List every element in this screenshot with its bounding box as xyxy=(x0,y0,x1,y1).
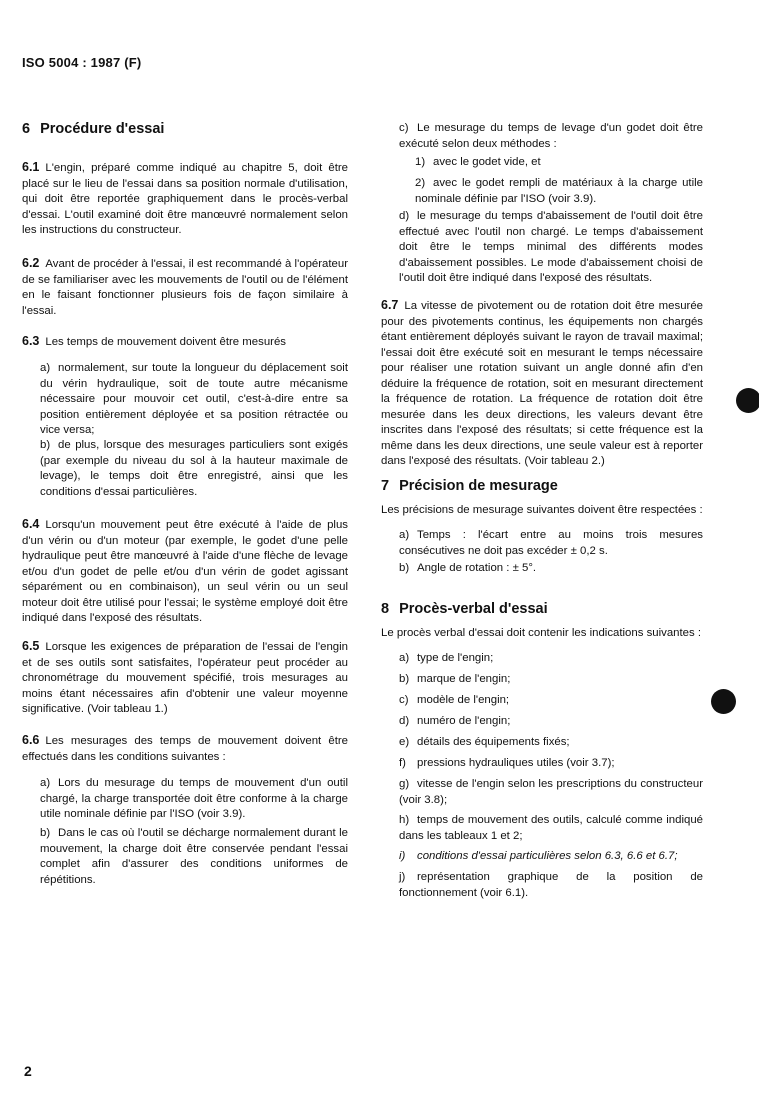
paragraph-6-7 xyxy=(381,298,703,470)
paragraph-6-6-item-a xyxy=(40,776,348,823)
section-8-item-label: b) xyxy=(399,673,410,685)
section-8-title: Procès-verbal d'essai xyxy=(399,601,548,617)
paragraph-6-6-item-a-label: a) xyxy=(40,777,51,789)
section-7-item-b-text: Angle de rotation : ± 5°. xyxy=(417,562,537,574)
section-7-item-b xyxy=(399,561,703,577)
paragraph-6-4 xyxy=(22,517,348,627)
paragraph-6-3-item-b-text: de plus, lorsque des mesurages particuliers sont exigés (par exemple du niveau du sol à la hauteur maximale de levage), le temps doit être enregistré, ainsi que les conditions d'essai particulières. xyxy=(40,439,348,498)
paragraph-6-5-number: 6.5 xyxy=(22,639,40,653)
paragraph-6-3-text: Les temps de mouvement doivent être mesurés xyxy=(45,336,286,348)
section-8-item-label: e) xyxy=(399,736,410,748)
paragraph-6-6-item-c xyxy=(399,121,703,152)
section-8-item-j xyxy=(399,870,703,901)
paragraph-6-1-text: L'engin, préparé comme indiqué au chapitre 5, doit être placé sur le lieu de l'essai dans sa position normale d'utilisation, qui doit être reportée graphiquement dans le procès-verbal d'essai. L'outil examiné doit être manœuvré normalement selon les instructions du constructeur. xyxy=(22,162,348,236)
paragraph-6-4-text: Lorsqu'un mouvement peut être exécuté à l'aide de plus d'un vérin ou d'un moteur (par exemple, le godet d'une pelle hydraulique peut être manœuvré à l'aide d'une flèche de levage et/ou d'un godet de pelle et/ou d'un vérin de godet agissant séparément ou en combinaison), un seul vérin ou un seul moteur doit être utilisé pour l'essai; le système employé doit être indiqué dans l'exposé des résultats. xyxy=(22,519,348,624)
section-8-item-text: détails des équipements fixés; xyxy=(417,736,570,748)
paragraph-6-6-item-c-label: c) xyxy=(399,122,409,134)
paragraph-6-3-item-b xyxy=(40,438,348,500)
section-8-item-text: type de l'engin; xyxy=(417,652,494,664)
section-7-number: 7 xyxy=(381,478,390,494)
paragraph-6-6-item-b-label: b) xyxy=(40,827,51,839)
paragraph-6-5-text: Lorsque les exigences de préparation de l'essai de l'engin et de ses outils sont satisfaites, l'opérateur peut procéder au chronométrage du mouvement spécifié, trois mesurages au moins étant nécessaires afin d'obtenir une valeur moyenne significative. (Voir tableau 1.) xyxy=(22,641,348,715)
section-8-item-label: d) xyxy=(399,715,410,727)
section-8-item-text: vitesse de l'engin selon les prescriptions du constructeur (voir 3.8); xyxy=(399,778,703,806)
change-marker-dot xyxy=(736,388,759,413)
change-marker-dot xyxy=(711,689,736,714)
section-7-item-a-label: a) xyxy=(399,529,410,541)
section-6-number: 6 xyxy=(22,121,31,137)
section-8-item-e xyxy=(399,735,703,751)
paragraph-6-2-number: 6.2 xyxy=(22,256,40,270)
section-8-item-label: g) xyxy=(399,778,410,790)
paragraph-6-6 xyxy=(22,733,348,765)
section-8-item-text: pressions hydrauliques utiles (voir 3.7); xyxy=(417,757,615,769)
section-8-item-i xyxy=(399,849,703,865)
paragraph-6-1-number: 6.1 xyxy=(22,160,40,174)
paragraph-6-3-item-b-label: b) xyxy=(40,439,51,451)
paragraph-6-2-text: Avant de procéder à l'essai, il est recommandé à l'opérateur de se familiariser avec les mouvements de l'outil ou de l'élément en le faisant fonctionner plusieurs fois de façon similaire à l'essai. xyxy=(22,258,348,317)
paragraph-6-3-item-a-label: a) xyxy=(40,362,51,374)
paragraph-6-6-item-c1-label: 1) xyxy=(415,156,426,168)
section-8-item-text: temps de mouvement des outils, calculé comme indiqué dans les tableaux 1 et 2; xyxy=(399,814,703,842)
section-8-item-c xyxy=(399,693,703,709)
section-8-item-h xyxy=(399,813,703,844)
section-8-item-f xyxy=(399,756,703,772)
paragraph-6-6-item-c1 xyxy=(415,155,703,171)
section-8-item-label: h) xyxy=(399,814,410,826)
section-7-heading xyxy=(381,478,558,494)
paragraph-6-5 xyxy=(22,639,348,718)
paragraph-6-6-item-b xyxy=(40,826,348,888)
section-8-number: 8 xyxy=(381,601,390,617)
paragraph-6-7-text: La vitesse de pivotement ou de rotation doit être mesurée pour des pivotements continus, les équipements non chargés étant entièrement déployés suivant le rayon de travail maximal; l'essai doit être exécuté soit en mesurant le temps nécessaire pour réaliser une rotation suivant un angle donné afin d'en déduire la fréquence de rotation, soit en mesurant directement la fréquence de rotation. La fréquence de rotation doit être mesurée dans les deux directions, les valeurs devant être inscrites dans l'exposé des résultats; si cette fréquence est la même dans les deux directions, une seule valeur est à reporter dans l'exposé des résultats. (Voir tableau 2.) xyxy=(381,300,703,467)
paragraph-6-2 xyxy=(22,256,348,319)
paragraph-6-6-number: 6.6 xyxy=(22,733,40,747)
paragraph-6-6-item-c2-label: 2) xyxy=(415,177,426,189)
section-8-item-d xyxy=(399,714,703,730)
paragraph-6-6-item-d-text: le mesurage du temps d'abaissement de l'outil doit être effectué avec l'outil non chargé. Le temps d'abaissement doit être le temps minimal des différents modes d'abaissement possibles. Le mode d'abaissement choisi de l'outil doit être indiqué dans l'exposé des résultats. xyxy=(399,210,703,284)
section-7-intro: Les précisions de mesurage suivantes doivent être respectées : xyxy=(381,504,703,516)
section-7-item-a-text: Temps : l'écart entre au moins trois mesures consécutives ne doit pas excéder ± 0,2 s. xyxy=(399,529,703,557)
section-6-title: Procédure d'essai xyxy=(40,121,165,137)
paragraph-6-6-item-d xyxy=(399,209,703,287)
section-7-item-a xyxy=(399,528,703,559)
paragraph-6-3 xyxy=(22,334,348,351)
paragraph-6-6-item-c2-text: avec le godet rempli de matériaux à la charge utile nominale définie par l'ISO (voir 3.9). xyxy=(415,177,703,205)
section-8-item-label: a) xyxy=(399,652,410,664)
paragraph-6-6-item-b-text: Dans le cas où l'outil se décharge normalement durant le mouvement, la charge doit être conservée pendant l'essai complet afin d'assurer des conditions uniformes de répétitions. xyxy=(40,827,348,886)
section-7-title: Précision de mesurage xyxy=(399,478,558,494)
paragraph-6-3-item-a xyxy=(40,361,348,439)
paragraph-6-6-text: Les mesurages des temps de mouvement doivent être effectués dans les conditions suivantes : xyxy=(22,735,348,763)
section-8-item-label: i) xyxy=(399,850,406,862)
section-8-item-text: représentation graphique de la position de fonctionnement (voir 6.1). xyxy=(399,871,703,899)
paragraph-6-6-item-c-text: Le mesurage du temps de levage d'un godet doit être exécuté selon deux méthodes : xyxy=(399,122,703,150)
section-8-item-text: marque de l'engin; xyxy=(417,673,511,685)
section-8-intro: Le procès verbal d'essai doit contenir les indications suivantes : xyxy=(381,627,702,639)
section-8-item-label: j) xyxy=(399,871,406,883)
paragraph-6-4-number: 6.4 xyxy=(22,517,40,531)
section-8-item-b xyxy=(399,672,703,688)
section-8-item-text: conditions d'essai particulières selon 6.3, 6.6 et 6.7; xyxy=(417,850,678,862)
paragraph-6-3-number: 6.3 xyxy=(22,334,40,348)
section-8-item-a xyxy=(399,651,703,667)
section-8-item-text: numéro de l'engin; xyxy=(417,715,511,727)
paragraph-6-7-number: 6.7 xyxy=(381,298,399,312)
section-8-heading xyxy=(381,601,548,617)
section-8-item-text: modèle de l'engin; xyxy=(417,694,510,706)
section-8-item-label: f) xyxy=(399,757,406,769)
document-header: ISO 5004 : 1987 (F) xyxy=(22,55,142,70)
paragraph-6-6-item-a-text: Lors du mesurage du temps de mouvement d'un outil chargé, la charge transportée doit être conforme à la charge utile nominale définie par l'ISO (voir 3.9). xyxy=(40,777,348,820)
section-8-item-g xyxy=(399,777,703,808)
paragraph-6-6-item-c2 xyxy=(415,176,703,207)
section-8-item-label: c) xyxy=(399,694,409,706)
section-7-item-b-label: b) xyxy=(399,562,410,574)
paragraph-6-1 xyxy=(22,160,348,239)
paragraph-6-6-item-d-label: d) xyxy=(399,210,410,222)
paragraph-6-3-item-a-text: normalement, sur toute la longueur du déplacement soit du vérin hydraulique, soit de toute autre mécanisme nécessaire pour mouvoir cet outil, c'est-à-dire entre sa position entièrement déployée et sa position rétractée ou vice versa; xyxy=(40,362,348,436)
paragraph-6-6-item-c1-text: avec le godet vide, et xyxy=(433,156,541,168)
page-number: 2 xyxy=(24,1063,32,1079)
section-6-heading xyxy=(22,121,164,137)
